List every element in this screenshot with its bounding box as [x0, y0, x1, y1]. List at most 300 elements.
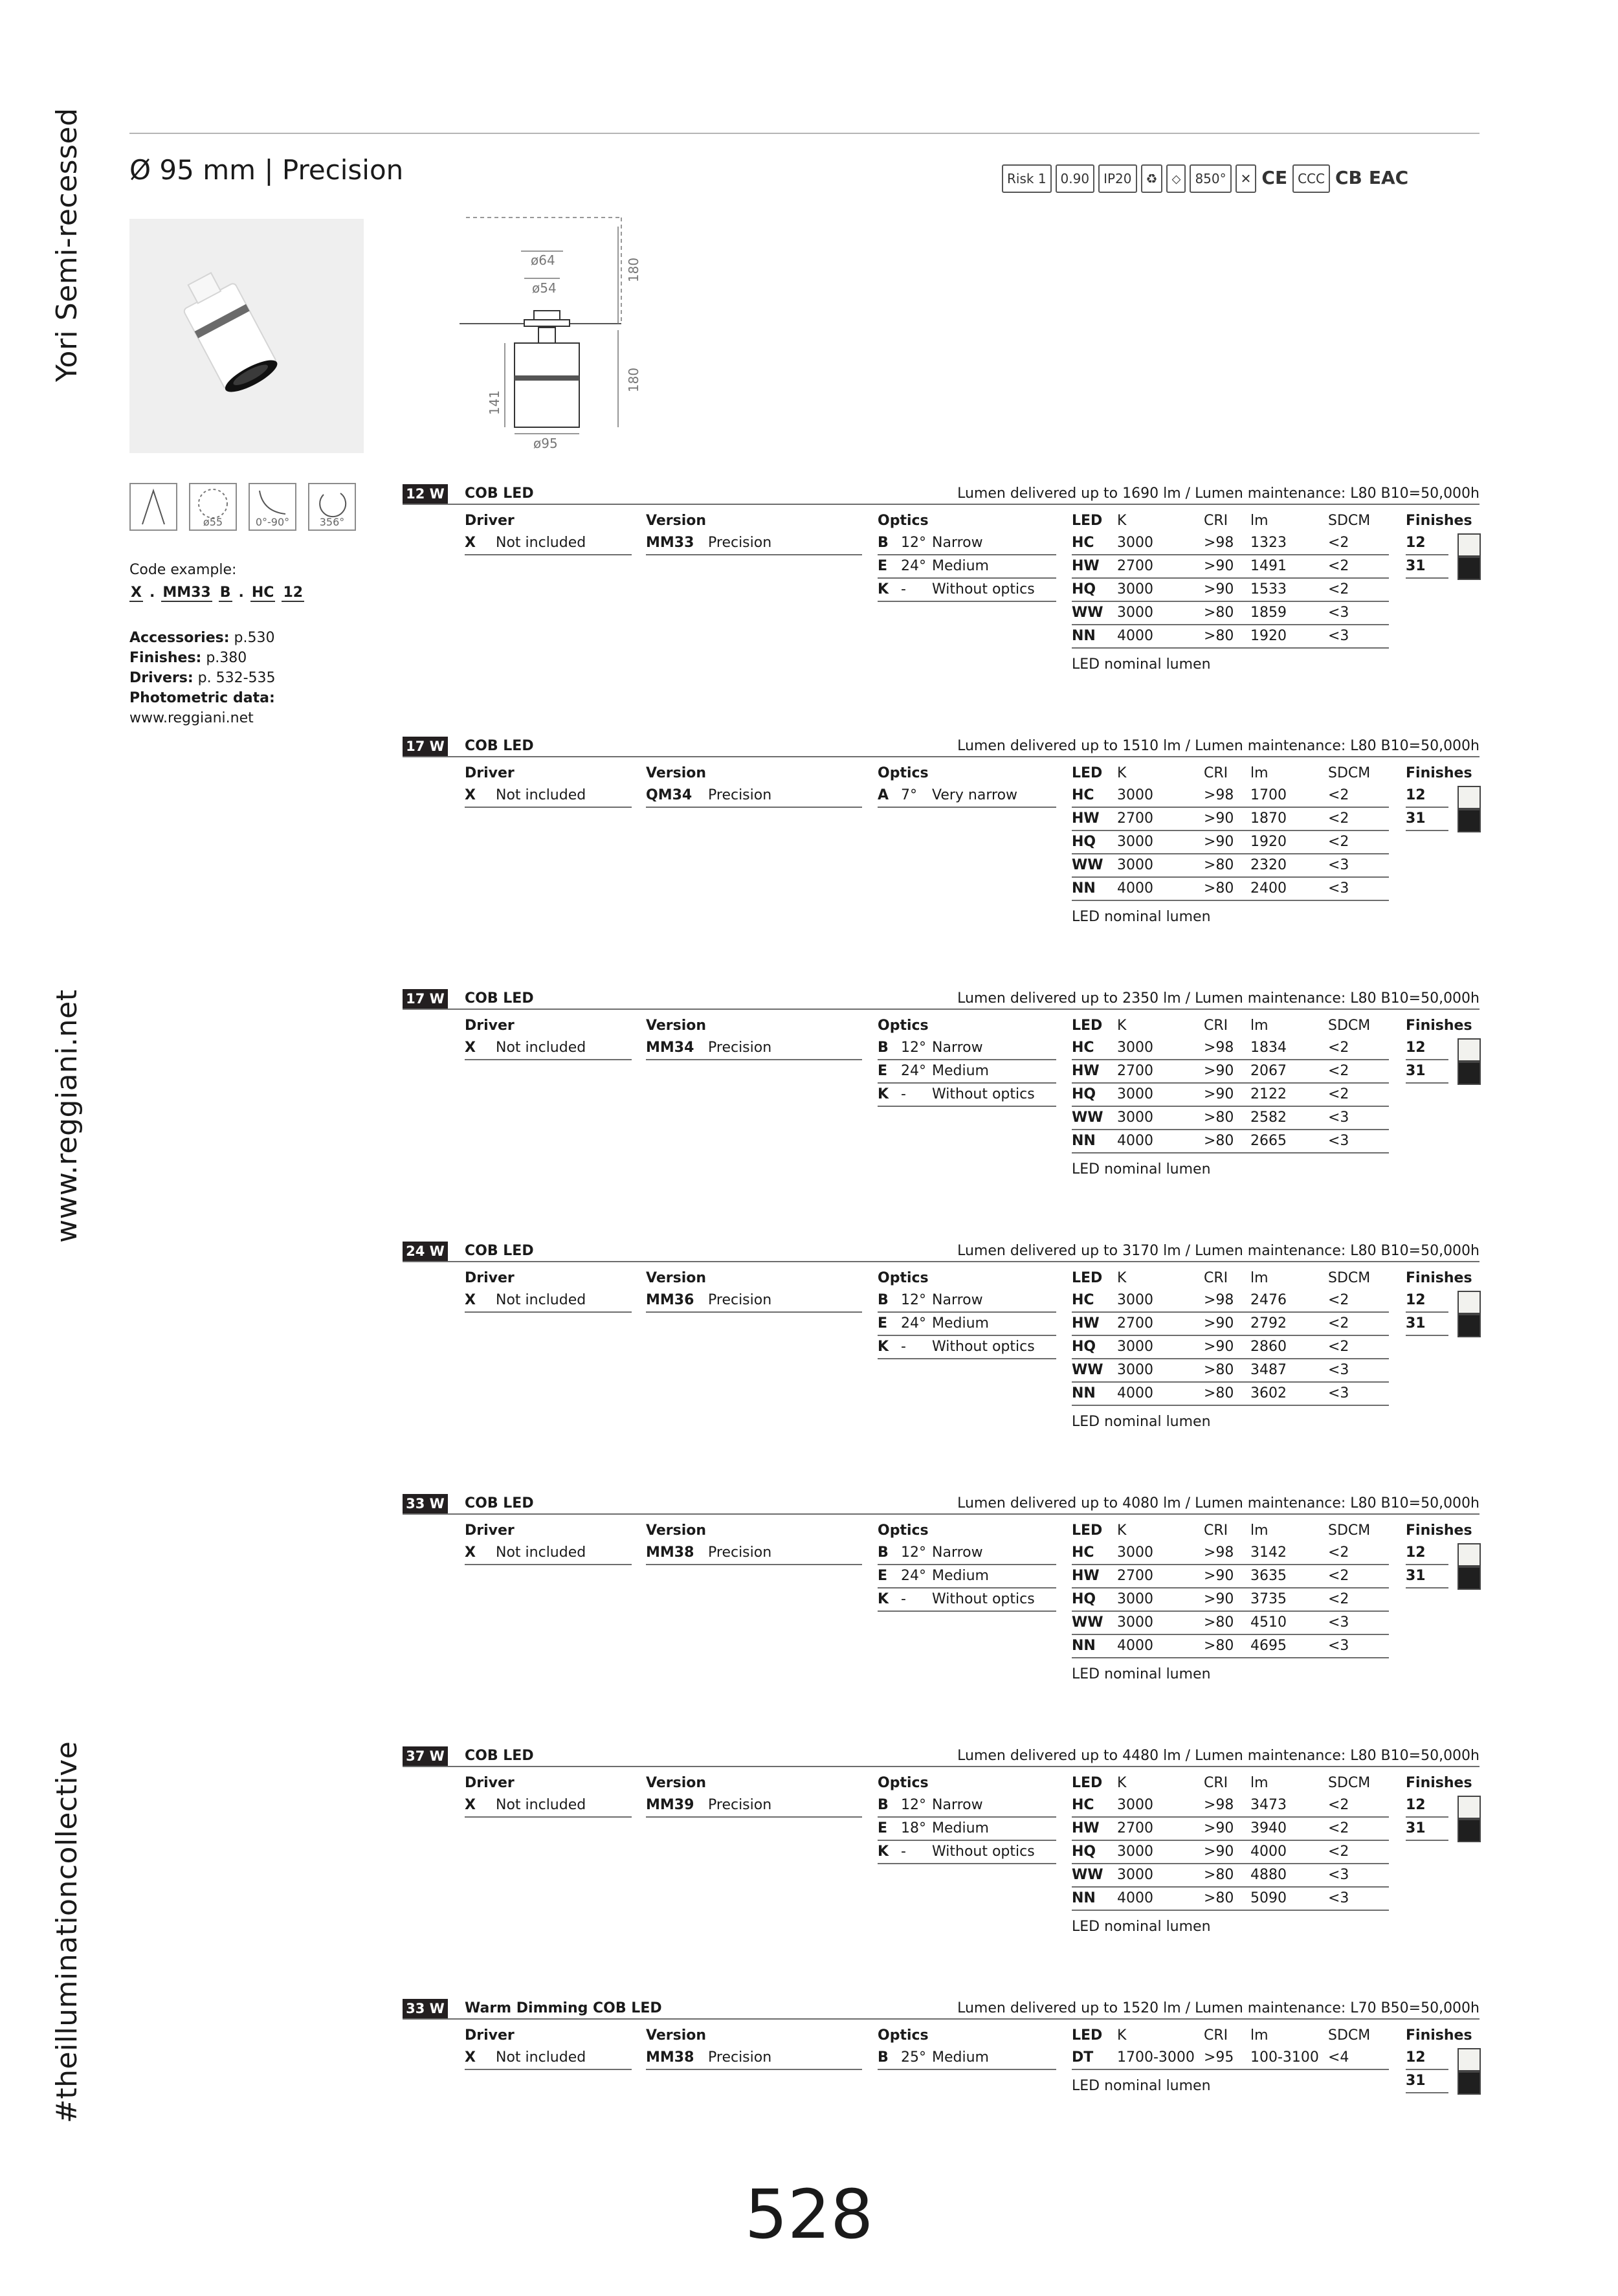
finish-row[interactable] [1406, 2070, 1448, 2093]
cri-header: CRI [1204, 1522, 1228, 1539]
led-lm: 3142 [1250, 1544, 1287, 1561]
code-part: HC [251, 585, 274, 601]
led-row[interactable] [1072, 1336, 1389, 1359]
optics-angle: 18° [901, 1820, 926, 1836]
led-k: 3000 [1117, 1109, 1153, 1126]
led-k: 2700 [1117, 558, 1153, 574]
led-sdcm: <3 [1328, 605, 1349, 621]
led-row[interactable] [1072, 579, 1389, 602]
optics-label: Narrow [932, 1292, 983, 1308]
driver-row[interactable] [465, 785, 632, 808]
led-sdcm: <2 [1328, 581, 1349, 597]
cri-header: CRI [1204, 1018, 1228, 1034]
led-lm: 3602 [1250, 1385, 1287, 1401]
led-k: 2700 [1117, 1568, 1153, 1584]
references [129, 628, 276, 728]
optics-code: B [878, 2049, 889, 2066]
optics-row[interactable] [878, 1037, 1056, 1060]
version-header: Version [646, 1775, 707, 1791]
led-lm: 1920 [1250, 628, 1287, 644]
finish-row[interactable] [1406, 1565, 1448, 1588]
optics-code: A [878, 787, 889, 803]
feature-icons [129, 483, 356, 531]
version-row[interactable] [646, 1542, 862, 1565]
led-code: HW [1072, 1568, 1100, 1584]
driver-header: Driver [465, 1775, 515, 1791]
finish-code: 12 [1406, 1292, 1426, 1308]
optics-angle: - [901, 1339, 906, 1355]
led-sdcm: <3 [1328, 628, 1349, 644]
finish-row[interactable] [1406, 532, 1448, 555]
led-row[interactable] [1072, 625, 1389, 649]
led-row[interactable] [1072, 2047, 1389, 2070]
led-cri: >98 [1204, 1292, 1234, 1308]
finish-swatch[interactable] [1457, 1038, 1481, 1062]
version-header: Version [646, 2027, 707, 2044]
finish-code: 31 [1406, 1315, 1426, 1332]
driver-row[interactable] [465, 1289, 632, 1313]
led-sdcm: <2 [1328, 1544, 1349, 1561]
led-code: HW [1072, 558, 1100, 574]
version-code: MM38 [646, 2049, 694, 2066]
optics-label: Medium [932, 558, 989, 574]
k-header: K [1117, 2027, 1127, 2044]
led-row[interactable] [1072, 1635, 1389, 1658]
led-sdcm: <4 [1328, 2049, 1349, 2066]
finish-row[interactable] [1406, 1794, 1448, 1818]
finishes-header: Finishes [1406, 1522, 1472, 1539]
led-row[interactable] [1072, 1588, 1389, 1612]
optics-code: E [878, 1820, 888, 1836]
optics-code: K [878, 1591, 889, 1607]
driver-row[interactable] [465, 1037, 632, 1060]
led-row[interactable] [1072, 1107, 1389, 1130]
version-row[interactable] [646, 532, 862, 555]
sdcm-header: SDCM [1328, 1522, 1371, 1539]
led-code: HW [1072, 1820, 1100, 1836]
led-k: 3000 [1117, 535, 1153, 551]
optics-row[interactable] [878, 1565, 1056, 1588]
finish-swatch[interactable] [1457, 786, 1481, 809]
version-label: Precision [708, 2049, 772, 2066]
led-nominal-note: LED nominal lumen [1072, 909, 1211, 925]
led-lm: 100-3100 [1250, 2049, 1319, 2066]
led-sdcm: <2 [1328, 558, 1349, 574]
led-row[interactable] [1072, 854, 1389, 878]
section-header [403, 737, 1479, 757]
finish-swatch[interactable] [1457, 1796, 1481, 1819]
optics-row[interactable] [878, 1289, 1056, 1313]
version-row[interactable] [646, 1037, 862, 1060]
side-label-family: Yori Semi-recessed [50, 107, 83, 382]
led-row[interactable] [1072, 1565, 1389, 1588]
eac-mark: EAC [1368, 164, 1410, 190]
version-row[interactable] [646, 1794, 862, 1818]
led-nominal-note: LED nominal lumen [1072, 656, 1211, 673]
finish-swatch[interactable] [1457, 1314, 1481, 1337]
finish-row[interactable] [1406, 2047, 1448, 2070]
side-label-hashtag: #theilluminationcollective [50, 1741, 83, 2123]
version-label: Precision [708, 1292, 772, 1308]
version-row[interactable] [646, 1289, 862, 1313]
led-code: HQ [1072, 1844, 1096, 1860]
finish-swatch[interactable] [1457, 1566, 1481, 1590]
optics-code: B [878, 1544, 889, 1561]
led-code: HQ [1072, 834, 1096, 850]
led-cri: >98 [1204, 787, 1234, 803]
led-code: HQ [1072, 1086, 1096, 1102]
led-row[interactable] [1072, 1864, 1389, 1888]
led-row[interactable] [1072, 878, 1389, 901]
led-sdcm: <2 [1328, 1086, 1349, 1102]
optics-code: E [878, 1568, 888, 1584]
optics-row[interactable] [878, 532, 1056, 555]
section-header [403, 1999, 1479, 2020]
led-lm: 2067 [1250, 1063, 1287, 1079]
led-lm: 1323 [1250, 535, 1287, 551]
driver-row[interactable] [465, 2047, 632, 2070]
finish-swatch[interactable] [1457, 1291, 1481, 1314]
finish-row[interactable] [1406, 1060, 1448, 1084]
driver-code: X [465, 1292, 476, 1308]
driver-row[interactable] [465, 532, 632, 555]
optics-angle: 7° [901, 787, 917, 803]
led-row[interactable] [1072, 1037, 1389, 1060]
optics-angle: 24° [901, 1568, 926, 1584]
led-row[interactable] [1072, 1313, 1389, 1336]
optics-row[interactable] [878, 555, 1056, 579]
finish-swatch[interactable] [1457, 557, 1481, 580]
finish-swatch[interactable] [1457, 809, 1481, 832]
led-k: 3000 [1117, 787, 1153, 803]
led-type-label: COB LED [465, 1243, 534, 1259]
version-code: MM39 [646, 1797, 694, 1813]
led-k: 1700-3000 [1117, 2049, 1195, 2066]
driver-header: Driver [465, 1018, 515, 1034]
optics-code: E [878, 558, 888, 574]
k-header: K [1117, 765, 1127, 781]
optics-row[interactable] [878, 1060, 1056, 1084]
cri-header: CRI [1204, 2027, 1228, 2044]
driver-label: Not included [496, 787, 586, 803]
product-photo [129, 219, 364, 453]
optics-header: Optics [878, 765, 929, 781]
led-cri: >80 [1204, 1385, 1234, 1401]
finish-code: 31 [1406, 1063, 1426, 1079]
finishes-header: Finishes [1406, 1775, 1472, 1791]
optics-row[interactable] [878, 785, 1056, 808]
led-cri: >90 [1204, 810, 1234, 827]
led-k: 3000 [1117, 1339, 1153, 1355]
ref-label: Finishes: [129, 650, 202, 666]
led-code: HQ [1072, 1591, 1096, 1607]
no-cover-icon: ✕ [1236, 164, 1257, 193]
section-header [403, 1242, 1479, 1262]
led-lm: 4695 [1250, 1638, 1287, 1654]
led-sdcm: <2 [1328, 1292, 1349, 1308]
led-lm: 2400 [1250, 880, 1287, 897]
led-lm: 3940 [1250, 1820, 1287, 1836]
led-code: HC [1072, 1040, 1094, 1056]
led-k: 3000 [1117, 857, 1153, 873]
rotate-caption: 356° [319, 516, 345, 528]
optics-label: Without optics [932, 1086, 1035, 1102]
led-code: HW [1072, 810, 1100, 827]
lm-header: lm [1250, 1018, 1269, 1034]
optics-row[interactable] [878, 2047, 1056, 2070]
led-k: 3000 [1117, 1867, 1153, 1883]
optics-angle: 24° [901, 558, 926, 574]
wattage-badge: 37 W [403, 1746, 448, 1766]
driver-row[interactable] [465, 1794, 632, 1818]
led-header: LED [1072, 1775, 1103, 1791]
led-row[interactable] [1072, 1060, 1389, 1084]
wattage-badge: 17 W [403, 989, 448, 1009]
driver-header: Driver [465, 2027, 515, 2044]
led-type-label: COB LED [465, 738, 534, 754]
version-row[interactable] [646, 785, 862, 808]
led-header: LED [1072, 2027, 1103, 2044]
optics-label: Narrow [932, 1797, 983, 1813]
finish-code: 31 [1406, 1820, 1426, 1836]
led-cri: >90 [1204, 558, 1234, 574]
led-k: 3000 [1117, 1797, 1153, 1813]
led-type-label: COB LED [465, 1495, 534, 1511]
optics-angle: 24° [901, 1315, 926, 1332]
tilt-caption: 0°-90° [255, 516, 290, 528]
optics-code: K [878, 1086, 889, 1102]
finish-code: 31 [1406, 558, 1426, 574]
led-row[interactable] [1072, 1841, 1389, 1864]
version-code: MM33 [646, 535, 694, 551]
led-sdcm: <3 [1328, 1890, 1349, 1906]
led-k: 3000 [1117, 1040, 1153, 1056]
lumen-info: Lumen delivered up to 4080 lm / Lumen maintenance: L80 B10=50,000h [957, 1495, 1479, 1511]
optics-row[interactable] [878, 579, 1056, 602]
led-type-label: COB LED [465, 485, 534, 502]
optics-row[interactable] [878, 1841, 1056, 1864]
led-type-label: Warm Dimming COB LED [465, 2000, 662, 2016]
finish-row[interactable] [1406, 1037, 1448, 1060]
finish-row[interactable] [1406, 555, 1448, 579]
driver-code: X [465, 787, 476, 803]
led-k: 3000 [1117, 1544, 1153, 1561]
driver-label: Not included [496, 1797, 586, 1813]
driver-code: X [465, 1544, 476, 1561]
ref-label: Accessories: [129, 630, 230, 646]
led-sdcm: <2 [1328, 1820, 1349, 1836]
optics-label: Without optics [932, 1844, 1035, 1860]
optics-row[interactable] [878, 1794, 1056, 1818]
sdcm-header: SDCM [1328, 765, 1371, 781]
led-lm: 2665 [1250, 1133, 1287, 1149]
version-label: Precision [708, 1544, 772, 1561]
finishes-header: Finishes [1406, 1018, 1472, 1034]
led-header: LED [1072, 1018, 1103, 1034]
led-header: LED [1072, 765, 1103, 781]
glow-wire-badge: 850° [1190, 164, 1231, 193]
finish-row[interactable] [1406, 1313, 1448, 1336]
code-part: B [219, 585, 231, 601]
led-code: HC [1072, 535, 1094, 551]
led-lm: 4000 [1250, 1844, 1287, 1860]
version-label: Precision [708, 1797, 772, 1813]
led-code: HQ [1072, 581, 1096, 597]
class-III-icon: ⬦ [1166, 164, 1186, 193]
rotate-icon [308, 483, 356, 531]
led-nominal-note: LED nominal lumen [1072, 2078, 1211, 2094]
led-cri: >90 [1204, 834, 1234, 850]
optics-label: Very narrow [932, 787, 1018, 803]
version-row[interactable] [646, 2047, 862, 2070]
led-lm: 2792 [1250, 1315, 1287, 1332]
led-row[interactable] [1072, 1794, 1389, 1818]
led-row[interactable] [1072, 555, 1389, 579]
led-sdcm: <2 [1328, 834, 1349, 850]
code-part: MM33 [162, 585, 211, 601]
led-lm: 3635 [1250, 1568, 1287, 1584]
optics-row[interactable] [878, 1542, 1056, 1565]
page-title: Ø 95 mm | Precision [129, 154, 404, 186]
finishes-header: Finishes [1406, 2027, 1472, 2044]
section-header [403, 484, 1479, 505]
led-k: 3000 [1117, 1362, 1153, 1378]
code-example-parts [129, 585, 304, 602]
led-row[interactable] [1072, 532, 1389, 555]
version-code: MM36 [646, 1292, 694, 1308]
led-row[interactable] [1072, 602, 1389, 625]
finishes-header: Finishes [1406, 765, 1472, 781]
led-row[interactable] [1072, 1383, 1389, 1406]
led-lm: 1700 [1250, 787, 1287, 803]
finish-swatch[interactable] [1457, 1819, 1481, 1842]
led-cri: >80 [1204, 1638, 1234, 1654]
led-cri: >98 [1204, 1797, 1234, 1813]
led-row[interactable] [1072, 1818, 1389, 1841]
led-nominal-note: LED nominal lumen [1072, 1414, 1211, 1430]
led-row[interactable] [1072, 831, 1389, 854]
led-row[interactable] [1072, 1084, 1389, 1107]
ccc-mark: CCC [1292, 164, 1330, 193]
cri-header: CRI [1204, 513, 1228, 529]
led-row[interactable] [1072, 808, 1389, 831]
finish-code: 12 [1406, 1797, 1426, 1813]
k-header: K [1117, 513, 1127, 529]
optics-label: Without optics [932, 1339, 1035, 1355]
led-row[interactable] [1072, 1888, 1389, 1911]
lumen-info: Lumen delivered up to 2350 lm / Lumen maintenance: L80 B10=50,000h [957, 990, 1479, 1007]
led-cri: >80 [1204, 1614, 1234, 1631]
optics-header: Optics [878, 513, 929, 529]
sdcm-header: SDCM [1328, 2027, 1371, 2044]
led-row[interactable] [1072, 1130, 1389, 1154]
finish-swatch[interactable] [1457, 1062, 1481, 1085]
recycle-icon: ♻ [1141, 164, 1163, 193]
cri-header: CRI [1204, 1270, 1228, 1286]
led-sdcm: <3 [1328, 1362, 1349, 1378]
optics-angle: 24° [901, 1063, 926, 1079]
finish-swatch[interactable] [1457, 1543, 1481, 1566]
led-k: 2700 [1117, 810, 1153, 827]
section-header [403, 1746, 1479, 1767]
version-header: Version [646, 513, 707, 529]
optics-label: Medium [932, 1315, 989, 1332]
finish-row[interactable] [1406, 1542, 1448, 1565]
finish-swatch[interactable] [1457, 2048, 1481, 2071]
led-cri: >80 [1204, 1867, 1234, 1883]
optics-code: B [878, 1040, 889, 1056]
led-sdcm: <3 [1328, 1133, 1349, 1149]
led-row[interactable] [1072, 1359, 1389, 1383]
led-lm: 1533 [1250, 581, 1287, 597]
optics-angle: - [901, 1844, 906, 1860]
driver-label: Not included [496, 1292, 586, 1308]
led-type-label: COB LED [465, 1748, 534, 1764]
optics-row[interactable] [878, 1336, 1056, 1359]
finish-row[interactable] [1406, 785, 1448, 808]
optics-angle: 12° [901, 1292, 926, 1308]
led-row[interactable] [1072, 1542, 1389, 1565]
led-sdcm: <3 [1328, 1638, 1349, 1654]
side-label-website: www.reggiani.net [50, 989, 83, 1243]
led-cri: >80 [1204, 1362, 1234, 1378]
optics-row[interactable] [878, 1818, 1056, 1841]
technical-drawing [460, 214, 647, 460]
photometric-link[interactable]: www.reggiani.net [129, 710, 254, 726]
finish-swatch[interactable] [1457, 533, 1481, 557]
finish-row[interactable] [1406, 808, 1448, 831]
finishes-header: Finishes [1406, 513, 1472, 529]
optics-row[interactable] [878, 1084, 1056, 1107]
optics-code: B [878, 1292, 889, 1308]
code-example-label: Code example: [129, 562, 237, 578]
optics-label: Medium [932, 1063, 989, 1079]
version-header: Version [646, 1018, 707, 1034]
tilt-icon [249, 483, 296, 531]
finish-row[interactable] [1406, 1289, 1448, 1313]
led-row[interactable] [1072, 1612, 1389, 1635]
lumen-info: Lumen delivered up to 1520 lm / Lumen maintenance: L70 B50=50,000h [957, 2000, 1479, 2016]
lumen-info: Lumen delivered up to 1690 lm / Lumen maintenance: L80 B10=50,000h [957, 485, 1479, 502]
version-code: MM34 [646, 1040, 694, 1056]
wattage-badge: 24 W [403, 1242, 448, 1261]
led-row[interactable] [1072, 1289, 1389, 1313]
dim-height-right-2: 180 [626, 367, 642, 393]
k-header: K [1117, 1018, 1127, 1034]
optics-code: K [878, 1339, 889, 1355]
finish-row[interactable] [1406, 1818, 1448, 1841]
led-code: WW [1072, 605, 1103, 621]
driver-code: X [465, 1797, 476, 1813]
driver-row[interactable] [465, 1542, 632, 1565]
finish-swatch[interactable] [1457, 2071, 1481, 2095]
lm-header: lm [1250, 513, 1269, 529]
led-cri: >95 [1204, 2049, 1234, 2066]
wattage-badge: 33 W [403, 1999, 448, 2018]
led-row[interactable] [1072, 785, 1389, 808]
lm-header: lm [1250, 765, 1269, 781]
wattage-badge: 17 W [403, 737, 448, 756]
ip-rating-badge: IP20 [1098, 164, 1136, 193]
page-number: 528 [744, 2175, 874, 2254]
led-sdcm: <3 [1328, 880, 1349, 897]
wattage-badge: 12 W [403, 484, 448, 504]
optics-row[interactable] [878, 1588, 1056, 1612]
optics-row[interactable] [878, 1313, 1056, 1336]
led-lm: 1834 [1250, 1040, 1287, 1056]
led-lm: 4880 [1250, 1867, 1287, 1883]
dim-height-right-1: 180 [626, 257, 642, 283]
